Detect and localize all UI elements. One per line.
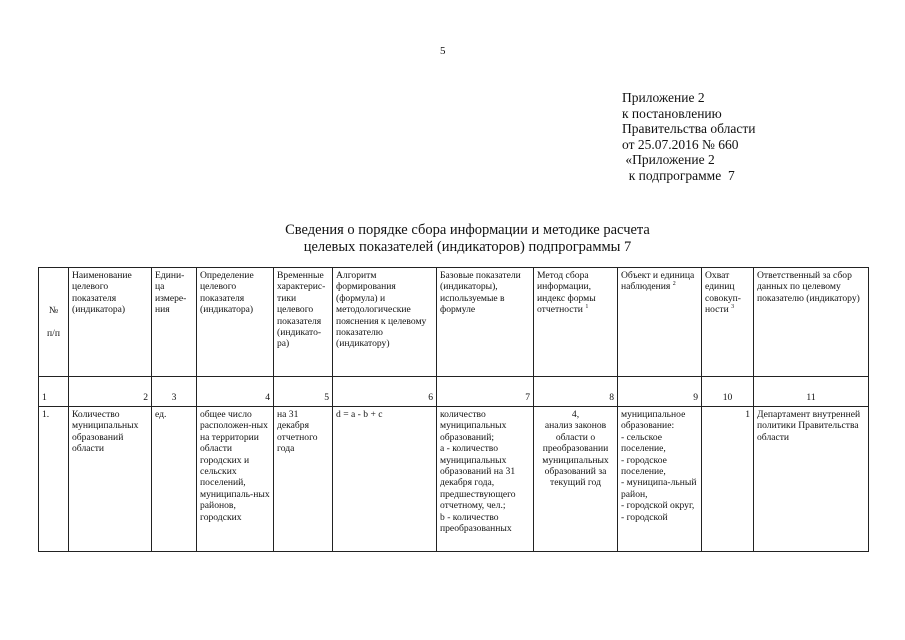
column-number: 4 <box>197 377 274 407</box>
appendix-line: «Приложение 2 <box>622 152 715 167</box>
appendix-line: Правительства области <box>622 121 756 136</box>
table-row <box>39 407 869 552</box>
object-cell: муниципальное образование: - сельское поселение, - городское поселение, - муниципа-льный район, - городской округ, - городской <box>618 407 702 552</box>
header-cell <box>534 268 618 377</box>
formula-cell: d = a - b + c <box>333 407 437 552</box>
footnote-mark: 2 <box>672 281 676 288</box>
responsible-cell: Департамент внутренней политики Правительства области <box>754 407 869 552</box>
appendix-block <box>622 90 755 183</box>
column-number: 11 <box>754 377 869 407</box>
header-text: Объект и единица наблюдения <box>621 270 695 293</box>
unit-cell: ед. <box>152 407 197 552</box>
page-number: 5 <box>440 45 446 57</box>
method-cell: 4, анализ законов области о преобразовании муниципальных образований за текущий год <box>534 407 618 552</box>
header-cell: Базовые показатели (индикаторы), используемые в формуле <box>437 268 534 377</box>
column-number-row <box>39 377 869 407</box>
header-cell: Наименование целевого показателя (индикатора) <box>69 268 152 377</box>
appendix-line: к подпрограмме 7 <box>622 167 735 183</box>
footnote-mark: 3 <box>731 304 735 311</box>
column-number: 3 <box>152 377 197 407</box>
base-indicators-cell: количество муниципальных образований; a - количество муниципальных образований на 31 декабря года, предшествующего отчетному, чел.; b - количество преобразованных <box>437 407 534 552</box>
header-cell <box>702 268 754 377</box>
footnote-mark: 1 <box>585 304 589 311</box>
header-text: Метод сбора информации, индекс формы отчетности <box>537 270 596 316</box>
header-cell: Алгоритм формирования (формула) и методологические пояснения к целевому показателю (индикатору) <box>333 268 437 377</box>
header-cell: Едини-ца измере-ния <box>152 268 197 377</box>
indicator-name: Количество муниципальных образований области <box>69 407 152 552</box>
document-title <box>0 222 905 256</box>
header-cell: № п/п <box>39 268 69 377</box>
appendix-line: от 25.07.2016 № 660 <box>622 136 739 152</box>
header-cell <box>618 268 702 377</box>
coverage-cell: 1 <box>702 407 754 552</box>
column-number: 5 <box>274 377 333 407</box>
header-cell: Временные характерис-тики целевого показателя (индикато-ра) <box>274 268 333 377</box>
header-text: Охват единиц совокуп-ности <box>705 270 741 316</box>
appendix-line: к постановлению <box>622 105 722 121</box>
header-row <box>39 268 869 377</box>
definition-cell: общее число расположен-ных на территории области городских и сельских поселений, муниципаль-ных районов, городских <box>197 407 274 552</box>
indicators-table <box>38 267 869 552</box>
title-line: целевых показателей (индикаторов) подпрограммы 7 <box>303 239 632 255</box>
column-number: 10 <box>702 377 754 407</box>
column-number: 9 <box>618 377 702 407</box>
header-cell: Ответственный за сбор данных по целевому показателю (индикатору) <box>754 268 869 377</box>
header-cell: Определение целевого показателя (индикатора) <box>197 268 274 377</box>
column-number: 7 <box>437 377 534 407</box>
title-line: Сведения о порядке сбора информации и методике расчета <box>285 222 650 238</box>
column-number: 2 <box>69 377 152 407</box>
column-number: 8 <box>534 377 618 407</box>
column-number: 1 <box>39 377 69 407</box>
time-cell: на 31 декабря отчетного года <box>274 407 333 552</box>
column-number: 6 <box>333 377 437 407</box>
appendix-line: Приложение 2 <box>622 90 705 105</box>
row-number: 1. <box>39 407 69 552</box>
